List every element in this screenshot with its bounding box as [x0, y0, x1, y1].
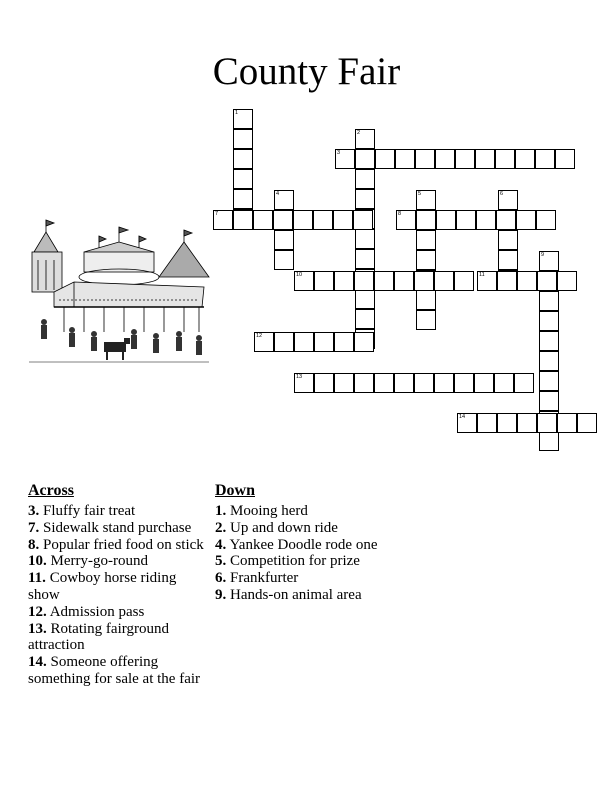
crossword-cell[interactable]	[254, 332, 274, 352]
crossword-cell[interactable]	[233, 109, 253, 129]
down-clue-6	[215, 570, 380, 587]
crossword-cell[interactable]	[355, 169, 375, 189]
clue-text: Mooing herd	[230, 503, 308, 519]
cell-number: 14	[459, 414, 466, 420]
clue-text: Up and down ride	[230, 519, 338, 536]
clue-number: 11.	[28, 570, 46, 587]
crossword-cell[interactable]	[213, 210, 233, 230]
crossword-cell[interactable]	[497, 271, 517, 291]
cell-number: 6	[500, 191, 504, 197]
clue-text: Cowboy horse riding show	[28, 570, 177, 603]
crossword-cell[interactable]	[353, 210, 373, 230]
clue-text: Hands-on animal area	[230, 586, 362, 603]
crossword-cell[interactable]	[396, 210, 416, 230]
across-clue-8	[28, 537, 206, 554]
clue-number: 9.	[215, 586, 227, 603]
crossword-cell[interactable]	[314, 373, 334, 393]
crossword-cell[interactable]	[557, 413, 577, 433]
crossword-cell[interactable]	[498, 190, 518, 210]
crossword-cell[interactable]	[334, 332, 354, 352]
crossword-cell[interactable]	[539, 391, 559, 411]
across-clue-13	[28, 621, 206, 655]
clue-number: 14.	[28, 654, 47, 671]
cell-number: 2	[357, 130, 361, 136]
crossword-cell[interactable]	[436, 210, 456, 230]
cell-number: 12	[256, 333, 263, 339]
crossword-cell[interactable]	[355, 249, 375, 269]
crossword-cell[interactable]	[314, 332, 334, 352]
crossword-cell[interactable]	[555, 149, 575, 169]
crossword-cell[interactable]	[354, 271, 374, 291]
crossword-cell[interactable]	[395, 149, 415, 169]
across-clue-3	[28, 503, 206, 520]
cell-number: 4	[276, 191, 280, 197]
cell-number: 7	[215, 211, 219, 217]
clue-text: Competition for prize	[230, 553, 360, 570]
crossword-cell[interactable]	[539, 351, 559, 371]
crossword-cell[interactable]	[539, 251, 559, 271]
page-title: County Fair	[212, 50, 401, 93]
crossword-cell[interactable]	[537, 413, 557, 433]
across-clue-12	[28, 604, 206, 621]
across-clue-10	[28, 553, 206, 570]
crossword-cell[interactable]	[475, 149, 495, 169]
clue-text: Someone offering something for sale at the fair	[28, 654, 201, 687]
clue-text: Admission pass	[49, 603, 145, 620]
across-clue-7	[28, 520, 206, 537]
crossword-cell[interactable]	[294, 373, 314, 393]
crossword-cell[interactable]	[335, 149, 355, 169]
crossword-cell[interactable]	[253, 210, 273, 230]
crossword-cell[interactable]	[416, 230, 436, 250]
crossword-cell[interactable]	[494, 373, 514, 393]
crossword-cell[interactable]	[539, 371, 559, 391]
crossword-cell[interactable]	[416, 190, 436, 210]
crossword-cell[interactable]	[375, 149, 395, 169]
crossword-cell[interactable]	[456, 210, 476, 230]
clue-text: Popular fried food on stick	[43, 536, 204, 553]
crossword-cell[interactable]	[334, 271, 354, 291]
crossword-cell[interactable]	[539, 311, 559, 331]
crossword-cell[interactable]	[355, 189, 375, 209]
clue-number: 13.	[28, 620, 47, 637]
crossword-cell[interactable]	[517, 271, 537, 291]
down-clue-2	[215, 520, 380, 537]
cell-number: 3	[337, 150, 341, 156]
down-clue-4	[215, 537, 380, 554]
crossword-cell[interactable]	[535, 149, 555, 169]
clue-text: Yankee Doodle rode one	[229, 536, 378, 553]
clue-text: Rotating fairground attraction	[28, 620, 169, 654]
across-heading: Across	[28, 482, 74, 499]
crossword-cell[interactable]	[514, 373, 534, 393]
crossword-cell[interactable]	[354, 332, 374, 352]
crossword-cell[interactable]	[476, 210, 496, 230]
crossword-cell[interactable]	[313, 210, 333, 230]
crossword-cell[interactable]	[515, 149, 535, 169]
crossword-cell[interactable]	[496, 210, 516, 230]
crossword-cell[interactable]	[495, 149, 515, 169]
crossword-cell[interactable]	[477, 271, 497, 291]
clue-number: 8.	[28, 536, 40, 553]
crossword-cell[interactable]	[454, 373, 474, 393]
crossword-cell[interactable]	[355, 289, 375, 309]
clue-text: Frankfurter	[230, 570, 299, 587]
crossword-cell[interactable]	[294, 332, 314, 352]
crossword-cell[interactable]	[537, 271, 557, 291]
across-clue-11	[28, 570, 206, 604]
crossword-cell[interactable]	[415, 149, 435, 169]
crossword-cell[interactable]	[414, 271, 434, 291]
crossword-cell[interactable]	[416, 250, 436, 270]
down-clue-1	[215, 503, 380, 520]
down-clue-9	[215, 587, 380, 604]
crossword-cell[interactable]	[394, 373, 414, 393]
crossword-cell[interactable]	[294, 271, 314, 291]
crossword-cell[interactable]	[233, 189, 253, 209]
clue-number: 5.	[215, 553, 227, 570]
crossword-cell[interactable]	[497, 413, 517, 433]
cell-number: 5	[418, 191, 422, 197]
across-clue-14	[28, 654, 206, 688]
clue-number: 3.	[28, 503, 40, 519]
crossword-cell[interactable]	[455, 149, 475, 169]
crossword-cell[interactable]	[577, 413, 597, 433]
crossword-cell[interactable]	[434, 271, 454, 291]
crossword-cell[interactable]	[233, 129, 253, 149]
clue-number: 2.	[215, 519, 227, 536]
crossword-cell[interactable]	[394, 271, 414, 291]
crossword-cell[interactable]	[355, 149, 375, 169]
crossword-cell[interactable]	[539, 431, 559, 451]
crossword-cell[interactable]	[273, 210, 293, 230]
clue-number: 6.	[215, 570, 227, 587]
crossword-cell[interactable]	[355, 229, 375, 249]
crossword-cell[interactable]	[233, 149, 253, 169]
crossword-cell[interactable]	[374, 271, 394, 291]
crossword-cell[interactable]	[416, 290, 436, 310]
clue-number: 7.	[28, 519, 40, 536]
crossword-cell[interactable]	[274, 250, 294, 270]
crossword-cell[interactable]	[454, 271, 474, 291]
crossword-cell[interactable]	[355, 129, 375, 149]
crossword-cell[interactable]	[333, 210, 353, 230]
cell-number: 1	[235, 110, 239, 116]
crossword-cell[interactable]	[416, 310, 436, 330]
crossword-cell[interactable]	[498, 250, 518, 270]
crossword-cell[interactable]	[416, 210, 436, 230]
county-fair-illustration	[24, 212, 214, 372]
crossword-cell[interactable]	[274, 230, 294, 250]
crossword-cell[interactable]	[233, 210, 253, 230]
crossword-cell[interactable]	[435, 149, 455, 169]
crossword-cell[interactable]	[434, 373, 454, 393]
crossword-cell[interactable]	[354, 373, 374, 393]
clue-number: 4.	[215, 536, 227, 553]
crossword-cell[interactable]	[293, 210, 313, 230]
cell-number: 11	[479, 272, 485, 278]
clue-text: Merry-go-round	[50, 553, 148, 570]
across-clues	[28, 482, 206, 688]
crossword-cell[interactable]	[498, 230, 518, 250]
clue-text: Sidewalk stand purchase	[43, 519, 192, 536]
cell-number: 8	[398, 211, 402, 217]
crossword-cell[interactable]	[457, 413, 477, 433]
crossword-cell[interactable]	[536, 210, 556, 230]
down-heading: Down	[215, 482, 256, 499]
clue-number: 12.	[28, 603, 47, 620]
crossword-cell[interactable]	[477, 413, 497, 433]
crossword-cell[interactable]	[516, 210, 536, 230]
crossword-cell[interactable]	[517, 413, 537, 433]
crossword-cell[interactable]	[539, 291, 559, 311]
crossword-cell[interactable]	[274, 190, 294, 210]
cell-number: 9	[541, 252, 545, 258]
cell-number: 13	[296, 374, 303, 380]
down-clues	[215, 482, 380, 604]
down-clue-5	[215, 553, 380, 570]
cell-number: 10	[296, 272, 303, 278]
crossword-cell[interactable]	[274, 332, 294, 352]
clue-number: 10.	[28, 553, 47, 570]
crossword-cell[interactable]	[334, 373, 354, 393]
crossword-cell[interactable]	[233, 169, 253, 189]
crossword-cell[interactable]	[557, 271, 577, 291]
crossword-cell[interactable]	[539, 331, 559, 351]
clue-number: 1.	[215, 503, 227, 519]
crossword-cell[interactable]	[414, 373, 434, 393]
crossword-cell[interactable]	[314, 271, 334, 291]
crossword-cell[interactable]	[355, 309, 375, 329]
clue-text: Fluffy fair treat	[43, 503, 136, 519]
crossword-cell[interactable]	[474, 373, 494, 393]
crossword-cell[interactable]	[374, 373, 394, 393]
